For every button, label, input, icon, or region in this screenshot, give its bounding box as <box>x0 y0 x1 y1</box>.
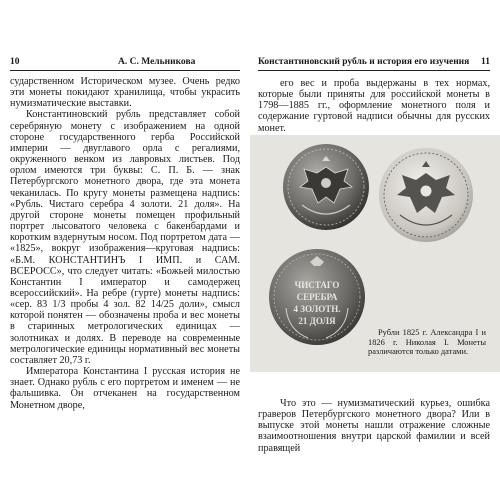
page-number: 10 <box>10 57 20 67</box>
svg-text:21 ДОЛЯ: 21 ДОЛЯ <box>298 316 336 326</box>
svg-text:4 ЗОЛОТН.: 4 ЗОЛОТН. <box>293 304 341 314</box>
header-rule <box>10 70 240 71</box>
coin-photo-plate <box>250 135 500 372</box>
body-text-top <box>258 78 490 134</box>
running-header-author: А. С. Мельникова <box>118 57 196 67</box>
body-text-bottom <box>258 398 490 454</box>
svg-text:ЧИСТАГО: ЧИСТАГО <box>294 280 340 290</box>
page-number: 11 <box>481 57 490 67</box>
body-text <box>10 76 240 411</box>
caption-text: Рубли 1825 г. Александра I и 1826 г. Николая I. Монеты различаются только датами. <box>368 328 486 357</box>
paragraph: сударственном Историческом музее. Очень редко эти монеты покидают хранилища, чтобы украсить нумизматические выставки. <box>10 76 240 110</box>
paragraph: Константиновский рубль представляет собой серебряную монету с изображением на одной стороне государственного герба Российской империи — двуглавого орла с регалиями, окруженного венком из лавровых листьев. Под орлом имеются три буквы: С. П. Б. — знак Петербургского монетного двора, где эта монета чеканилась. По кругу монеты размещена надпись: «Рубль. Чистаго серебра 4 золоти. 21 доля». На другой стороне монеты помещен профильный портрет лысоватого человека с бакенбардами и коротким вздернутым носом. Под портретом дата — «1825», вокруг изображения—круговая надпись: «Б.М. КОНСТАНТИНЪ I ИМП. и САМ. ВСЕРОСС», что следует читать: «Божьей милостью Константин I император и самодержец всероссийский». На ребре (гурте) монеты надпись: «сер. 83 1/3 пробы 4 зол. 82 14/25 доли», смысл которой понятен — обозначены проба и вес монеты в старинных метрологических единицах — золотниках и долях. В переводе на современные метрологические единицы нормативный вес монеты составляет 20,73 г. <box>10 109 240 366</box>
rouble-inscription-coin-image <box>268 248 366 346</box>
paragraph: Императора Константина I русская история не знает. Однако рубль с его портретом и именем — не фальшивка. Он отчеканен на государственном Монетном дворе, <box>10 366 240 411</box>
rouble-1826-eagle-coin-image <box>378 147 474 243</box>
photo-caption <box>368 328 486 357</box>
rouble-1825-eagle-coin-image <box>282 143 370 231</box>
header-rule <box>258 70 490 71</box>
svg-text:СЕРЕБРА: СЕРЕБРА <box>296 292 338 302</box>
right-page <box>250 0 500 500</box>
paragraph: его вес и проба выдержаны в тех нормах, которые были приняты для российской монеты в 1798—1885 гг., оформление монетного поля и содержание гуртовой надписи обычны для русских монет. <box>258 78 490 134</box>
running-header-title: Константиновский рубль и история его изучения <box>258 57 470 67</box>
paragraph: Что это — нумизматический курьез, ошибка граверов Петербургского монетного двора? Или в выпуске этой монеты нашли отражение сложные взаимоотношения внутри царской фамилии и всей правящей <box>258 398 490 454</box>
